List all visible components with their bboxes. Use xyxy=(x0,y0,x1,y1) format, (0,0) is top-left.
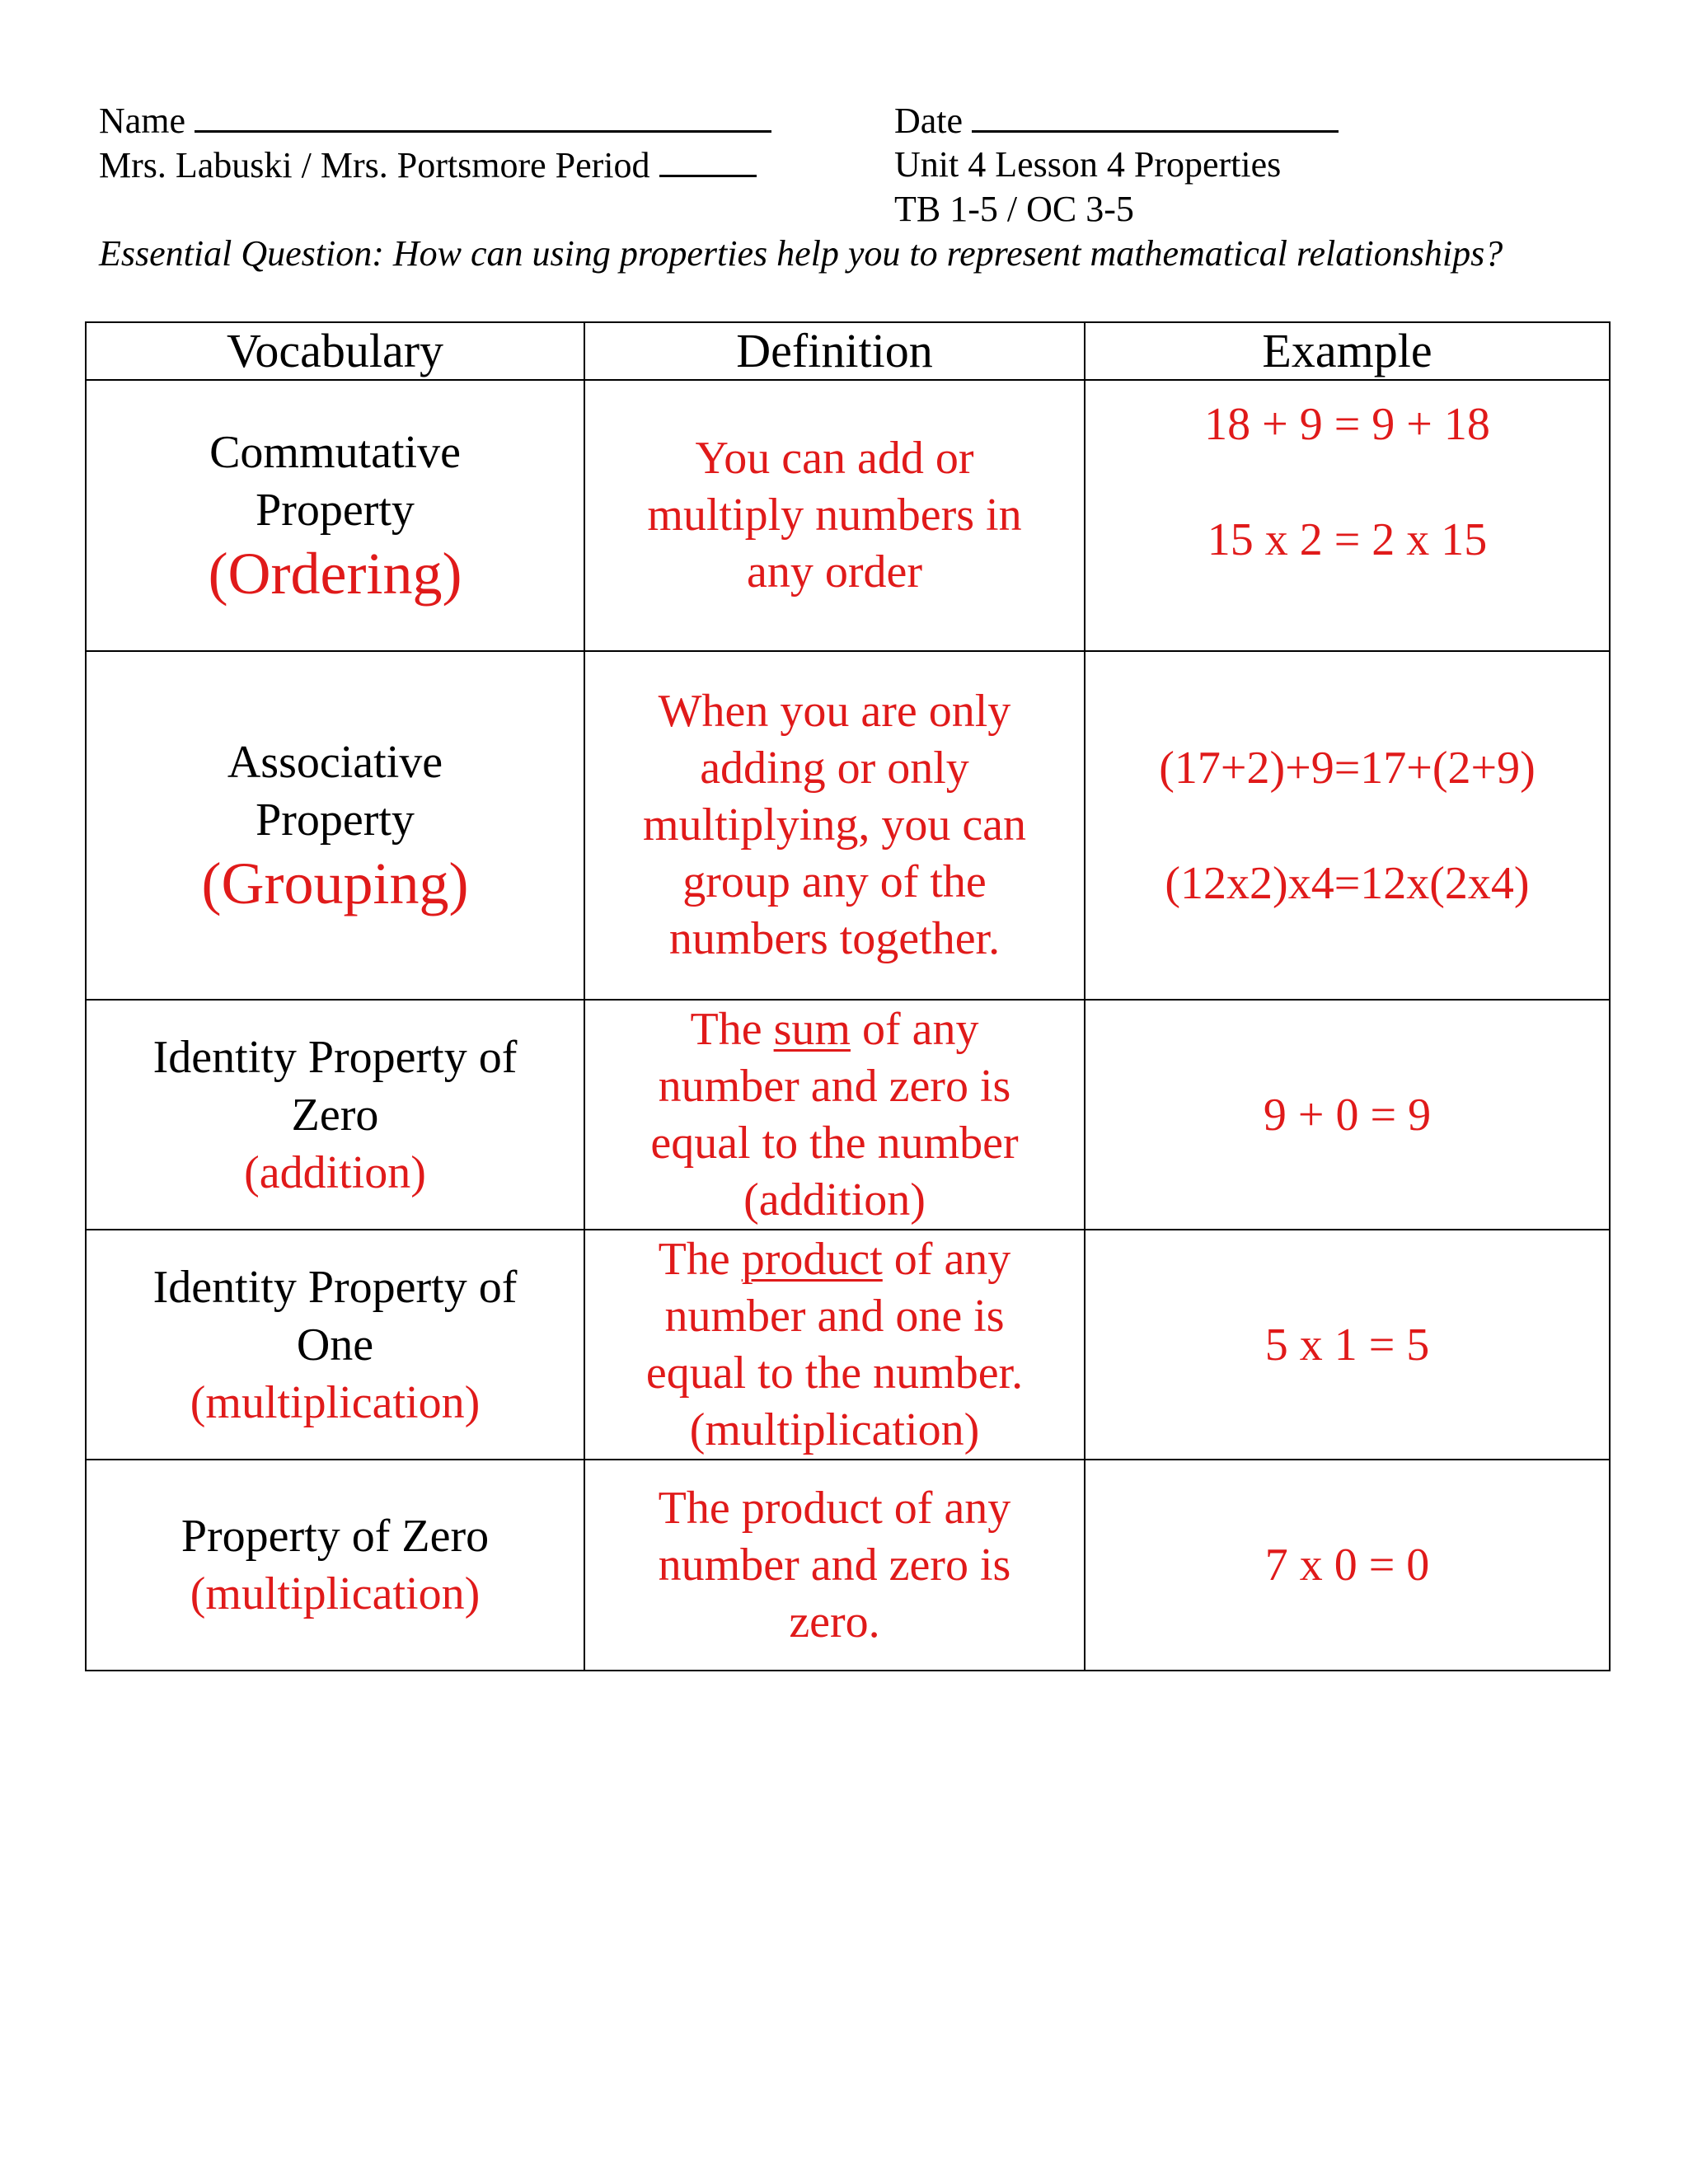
example-equation: 5 x 1 = 5 xyxy=(1264,1319,1430,1371)
vocab-note: (multiplication) xyxy=(190,1568,481,1619)
date-line[interactable] xyxy=(894,99,1339,143)
definition-line: equal to the number. xyxy=(645,1347,1024,1399)
name-label: Name xyxy=(99,101,186,141)
unit-title: Unit 4 Lesson 4 Properties xyxy=(894,144,1282,185)
vocab-term: Property xyxy=(256,484,415,536)
definition-line: number and zero is xyxy=(658,1539,1011,1591)
definition-cell xyxy=(584,1460,1085,1671)
definition-line: You can add or xyxy=(695,433,974,484)
table-row xyxy=(86,651,1610,1000)
vocab-term: Identity Property of xyxy=(152,1031,518,1083)
definition-cell xyxy=(584,1000,1085,1230)
vocab-note: (Grouping) xyxy=(201,850,469,916)
example-equation: (17+2)+9=17+(2+9) xyxy=(1159,742,1536,794)
essential-question: Essential Question: How can using properties help you to represent mathematical relationships? xyxy=(99,233,1503,274)
definition-line: When you are only xyxy=(658,686,1011,737)
example-equation: 7 x 0 = 0 xyxy=(1264,1540,1430,1591)
example-cell xyxy=(1085,1000,1610,1230)
example-cell xyxy=(1085,1230,1610,1460)
definition-line: The product of any xyxy=(658,1482,1011,1534)
column-header: Definition xyxy=(584,322,1085,380)
definition-cell xyxy=(584,651,1085,1000)
vocab-term: Identity Property of xyxy=(152,1261,518,1313)
definition-fragment: of any xyxy=(850,1003,979,1055)
vocab-cell xyxy=(86,380,584,651)
page-refs: TB 1-5 / OC 3-5 xyxy=(894,189,1134,229)
column-header: Example xyxy=(1085,322,1610,380)
definition-line: equal to the number xyxy=(650,1117,1019,1169)
definition-line: (addition) xyxy=(743,1174,926,1226)
definition-fragment: The xyxy=(690,1003,774,1055)
definition-line: multiplying, you can xyxy=(642,799,1027,851)
definition-line xyxy=(593,1231,1076,1288)
vocab-cell xyxy=(86,1000,584,1230)
vocab-term: Property of Zero xyxy=(181,1511,490,1562)
definition-line: zero. xyxy=(789,1596,880,1647)
properties-table xyxy=(85,321,1611,1671)
table-row xyxy=(86,1000,1610,1230)
period-blank[interactable] xyxy=(659,143,757,177)
vocab-note: (addition) xyxy=(244,1146,426,1198)
teachers-line xyxy=(99,143,757,187)
example-equation: 18 + 9 = 9 + 18 xyxy=(1204,399,1490,450)
example-cell xyxy=(1085,1460,1610,1671)
vocab-term: Zero xyxy=(291,1089,379,1141)
example-equation: 15 x 2 = 2 x 15 xyxy=(1207,514,1488,565)
definition-fragment: of any xyxy=(882,1233,1011,1285)
column-header: Vocabulary xyxy=(86,322,584,380)
date-label: Date xyxy=(894,101,964,141)
name-blank[interactable] xyxy=(195,99,771,133)
example-cell xyxy=(1085,380,1610,651)
vocab-cell xyxy=(86,1460,584,1671)
example-equation: 9 + 0 = 9 xyxy=(1263,1089,1432,1141)
table-header-row xyxy=(86,322,1610,380)
definition-line: multiply numbers in xyxy=(647,490,1022,541)
definition-cell xyxy=(584,1230,1085,1460)
vocab-term: Property xyxy=(256,794,415,846)
vocab-term: One xyxy=(296,1319,374,1371)
name-line[interactable] xyxy=(99,99,771,143)
definition-line: number and one is xyxy=(664,1290,1005,1342)
date-blank[interactable] xyxy=(972,99,1339,133)
definition-keyword: product xyxy=(741,1233,883,1285)
definition-cell xyxy=(584,380,1085,651)
vocab-cell xyxy=(86,651,584,1000)
teachers: Mrs. Labuski / Mrs. Portsmore xyxy=(99,145,546,185)
vocab-note: (Ordering) xyxy=(208,540,462,607)
example-cell xyxy=(1085,651,1610,1000)
definition-line: adding or only xyxy=(700,743,969,794)
definition-keyword: sum xyxy=(773,1003,851,1055)
definition-line: number and zero is xyxy=(658,1060,1011,1112)
period-label: Period xyxy=(555,145,650,185)
vocab-term: Associative xyxy=(227,736,443,788)
definition-line: any order xyxy=(746,546,922,598)
vocab-cell xyxy=(86,1230,584,1460)
definition-fragment: The xyxy=(658,1233,742,1285)
definition-line: group any of the xyxy=(682,856,987,907)
vocab-note: (multiplication) xyxy=(190,1376,481,1428)
table-row xyxy=(86,1460,1610,1671)
table-row xyxy=(86,1230,1610,1460)
definition-line xyxy=(593,1001,1076,1058)
vocab-term: Commutative xyxy=(209,426,461,478)
table-row xyxy=(86,380,1610,651)
example-equation: (12x2)x4=12x(2x4) xyxy=(1165,857,1530,909)
definition-line: numbers together. xyxy=(668,913,1001,964)
definition-line: (multiplication) xyxy=(689,1404,980,1455)
